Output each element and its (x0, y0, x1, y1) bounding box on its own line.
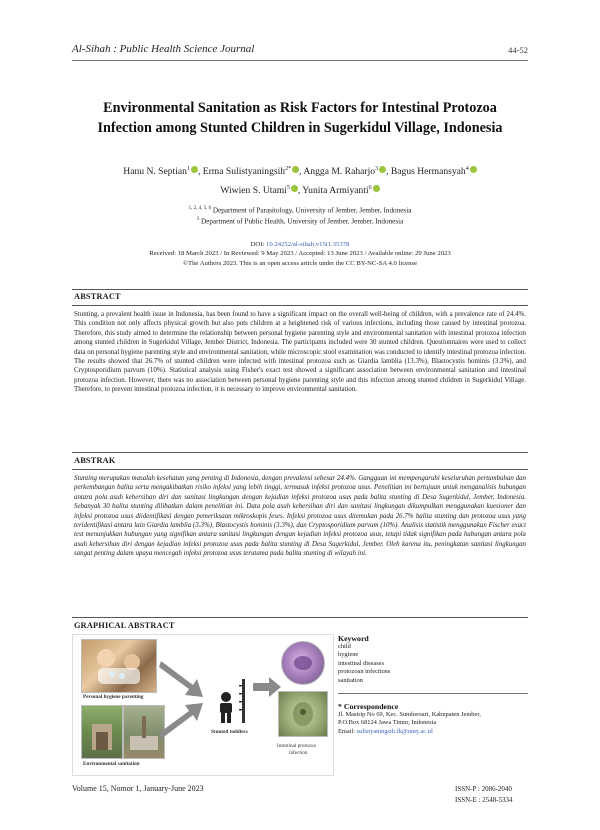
correspondence-address-1: Jl. Mastrip No 69, Kec. Sumbersari, Kabupaten Jember, (338, 711, 481, 719)
author-name[interactable]: Angga M. Raharjo (303, 166, 376, 178)
issn-electronic: ISSN-E : 2548-5334 (455, 796, 513, 804)
author-sup: 1 (186, 166, 190, 172)
handwashing-illustration (82, 640, 156, 692)
orcid-icon[interactable] (379, 166, 386, 173)
keyword-item: intestinal diseases (338, 659, 384, 667)
label-infection-2: infection (289, 750, 308, 756)
affil-sup: 1, 2, 4, 5, 6 (188, 206, 212, 211)
header-divider (72, 60, 528, 61)
personal-hygiene-photo (81, 639, 157, 693)
abstrak-top-rule (72, 452, 528, 453)
article-dates: Received: 18 March 2023 / In Reviewed: 9 May 2023 / Accepted: 13 June 2023 / Available online: 29 June 2023 (149, 250, 451, 258)
affil-sup: 3 (196, 217, 200, 223)
affil-text: Department of Public Health, University of Jember, Jember, Indonesia (200, 217, 404, 226)
protozoa-micrograph-2 (278, 691, 328, 737)
abstract-heading: ABSTRACT (74, 292, 121, 301)
author-name[interactable]: Erma Sulistyaningsih (202, 166, 286, 178)
arrow-icon (253, 677, 281, 697)
author-sup: 3 (375, 166, 379, 172)
author-sup: 4 (465, 166, 469, 172)
orcid-icon[interactable] (292, 166, 299, 173)
arrow-icon (159, 703, 203, 739)
email-link[interactable]: sulistyaningsih.fk@unej.ac.id (356, 727, 433, 735)
stunted-toddlers-icon (213, 677, 249, 725)
keyword-item: child (338, 643, 351, 650)
sanitation-photo-1 (81, 705, 123, 759)
email-label: Email: (338, 727, 356, 735)
license-notice: ©The Authors 2023. This is an open access article under the CC BY-NC-SA 4.0 license (182, 259, 418, 267)
volume-info: Volume 15, Nomor 1, January-June 2023 (72, 784, 204, 793)
ga-top-rule (72, 617, 528, 618)
abstract-text: Stunting, a prevalent health issue in Indonesia, has been found to have a significant impact on the overall well-being of children, with a prevalence rate of 24.4%. This condition not only affects physical growth but also puts children at a heightened risk of various infections, including those caused by intestinal protozoa. Therefore, this study aimed to determine the relationship between personal hygiene parenting style and environmental sanitation with intestinal protozoa infection among stunted children in Sugerkidul Village, Jember District, Indonesia. The participants included were 30 stunted children. Questionnaires were used to collect data on personal hygiene parenting style and environmental sanitation, while microscopic stool examination was conducted to identify intestinal protozoa infection. The results showed that 26.7% of stunted children were infected with intestinal protozoa such as Giardia lamblia (13.3%), Blastocystis hominis (3.3%), and Cryptosporidium parvum (10%). Statistical analysis using Fisher's exact test showed a significant association between environmental sanitation and intestinal protozoa infection. However, there was no association between personal hygiene parenting style and this infection among stunted children in Sugerkidul Village. Therefore, to prevent intestinal protozoa infection, it is necessary to improve environmental sanitation. (74, 311, 526, 394)
paper-title (60, 98, 540, 138)
abstract-top-rule (72, 289, 528, 290)
author-sup: 6 (368, 185, 372, 192)
correspondence-heading: * Correspondence (338, 702, 399, 712)
label-environmental-sanitation: Environmental sanitation (83, 761, 140, 767)
graphical-abstract-figure (72, 634, 334, 776)
author-name[interactable]: Bagus Hermansyah (390, 166, 466, 178)
author-list: Hanu N. Septian$^1$ , Erma Sulistyaningsih$^{2*}$ , Angga M. Raharjo$^3$ , Bagus Hermansyah$^4$ Wiwien S. Utami$^5$ , Yunita Armiyanti$^6$ (60, 161, 540, 199)
abstract-heading-rule (72, 305, 528, 306)
journal-title: Al-Sihah : Public Health Science Journal (72, 43, 255, 55)
orcid-icon[interactable] (373, 185, 380, 192)
keyword-heading: Keyword (338, 634, 369, 643)
orcid-icon[interactable] (470, 166, 477, 173)
abstrak-text: Stunting merupakan masalah kesehatan yang penting di Indonesia, dengan prevalensi sebesar 24.4%. Gangguan ini mempengaruhi keseluruhan pertumbuhan dan perkembangan balita serta mengakibatkan risiko infeksi yang lebih tinggi, termasuk infeksi protozoa usus. Penelitian ini bertujuan untuk menganalisis hubungan antara pola asuh kebersihan diri dan sanitasi lingkungan dengan kejadian infeksi protozoa usus pada balita stunting di Desa Sugerkidul, Jember, Indonesia. Sebanyak 30 balita stunting dilibatkan dalam penelitian ini. Data pola asuh kebersihan diri dan sanitasi lingkungan dikumpulkan menggunakan kuesioner dan infeksi protozoa usus diidentifikasi dengan pemeriksaan mikroskopis feses. Infeksi protozoa usus ditemukan pada 26.7% balita stunting dan protozoa usus yang teridentifikasi antara lain Giardia lamblia (3.3%), Blastocystis hominis (3.3%), dan Cryptosporidium parvum (10%). Analisis statistik menggunakan Fischer exact test menunjukkan hubungan yang signifikan antara sanitasi lingkungan dengan kejadian infeksi protozoa usus, tetapi tidak signifikan pada hubungan antara pola asuh kebersihan diri dengan kejadian infeksi protozoa usus pada balita stunting di Desa Sugerkidul, Jember. Oleh karena itu, peningkatan sanitasi lingkungan sangat penting dalam upaya mencegah infeksi protozoa usus terutama pada balita stunting di wilayah ini. (74, 475, 526, 558)
title-line-1: Environmental Sanitation as Risk Factors for Intestinal Protozoa (103, 100, 497, 116)
keyword-panel (338, 634, 528, 736)
correspondence-email-row (338, 728, 528, 736)
orcid-icon[interactable] (191, 166, 198, 173)
ga-heading: GRAPHICAL ABSTRACT (74, 621, 175, 630)
abstrak-heading-rule (72, 469, 528, 470)
title-line-2: Infection among Stunted Children in Sugerkidul Village, Indonesia (97, 120, 503, 136)
affiliations (60, 204, 540, 227)
orcid-icon[interactable] (291, 185, 298, 192)
affil-text: Department of Parasitology, University of Jember, Jember, Indonesia (212, 206, 412, 215)
author-sup: 5 (286, 185, 290, 192)
label-infection-1: Intestinal protozoa (277, 743, 316, 749)
issn-print: ISSN-P : 2086-2040 (455, 785, 512, 793)
abstrak-heading: ABSTRAK (74, 456, 116, 465)
author-name[interactable]: Hanu N. Septian (123, 166, 187, 178)
correspondence-address-2: P.O.Box 68124 Jawa Timur, Indonesia (338, 719, 437, 727)
page-range: 44-52 (508, 45, 528, 55)
keyword-item: hygiene (338, 651, 359, 659)
keyword-divider (338, 693, 528, 694)
protozoa-micrograph-1 (281, 641, 325, 685)
doi-label: DOI: (250, 241, 265, 248)
author-name[interactable]: Wiwien S. Utami (220, 185, 287, 197)
label-personal-hygiene: Personal hygiene parenting (83, 694, 144, 700)
issn-info (455, 784, 513, 806)
author-name[interactable]: Yunita Armiyanti (302, 185, 369, 197)
article-meta (60, 240, 540, 268)
keyword-item: sanitation (338, 676, 363, 684)
doi-link[interactable]: 10.24252/al-sihah.v15i1.35378 (266, 241, 350, 248)
author-sup: 2* (285, 166, 292, 172)
arrow-icon (159, 661, 203, 697)
keyword-item: protozoan infections (338, 668, 391, 676)
label-stunted-toddlers: Stunted toddlers (211, 729, 248, 735)
arrows-to-stunted (159, 655, 211, 745)
